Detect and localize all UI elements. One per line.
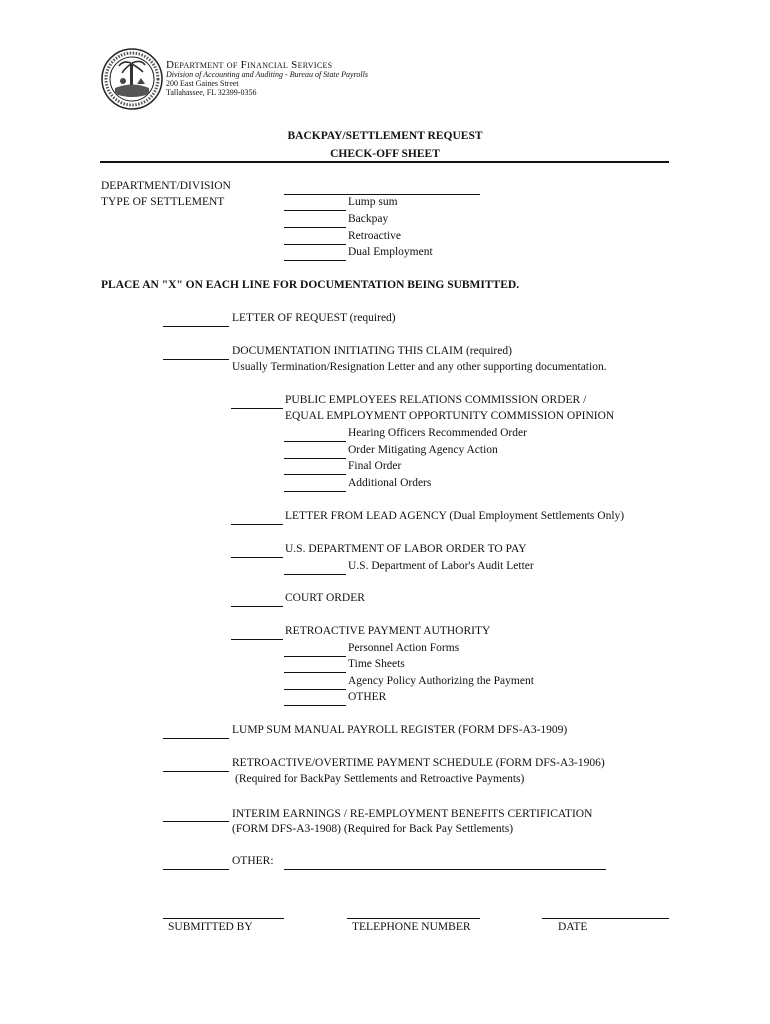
item-retro-authority: RETROACTIVE PAYMENT AUTHORITY (285, 625, 491, 637)
settlement-checkbox-line[interactable] (284, 227, 346, 228)
department-name: Department of Financial Services (166, 59, 333, 71)
item-perc-sub: Additional Orders (348, 477, 432, 489)
item-court-order: COURT ORDER (285, 592, 365, 604)
item-lump-register: LUMP SUM MANUAL PAYROLL REGISTER (FORM DFS-A3-1909) (232, 724, 568, 736)
item-retro-sub: Personnel Action Forms (348, 642, 460, 654)
settlement-option: Dual Employment (348, 246, 433, 258)
department-label: DEPARTMENT/DIVISION (101, 180, 231, 192)
department-input-line[interactable] (284, 194, 480, 195)
check-line-perc[interactable] (231, 408, 283, 409)
check-line-interim[interactable] (163, 821, 229, 822)
title-rule (100, 161, 669, 163)
check-line-perc-sub[interactable] (284, 491, 346, 492)
item-letter-request: LETTER OF REQUEST (required) (232, 312, 396, 324)
settlement-option: Lump sum (348, 196, 398, 208)
form-subtitle: CHECK-OFF SHEET (330, 148, 440, 160)
check-line-lump-register[interactable] (163, 738, 229, 739)
check-line-dol[interactable] (231, 557, 283, 558)
item-perc-line1: PUBLIC EMPLOYEES RELATIONS COMMISSION ORDER / (285, 394, 587, 406)
item-doc-initiating: DOCUMENTATION INITIATING THIS CLAIM (required) (232, 345, 512, 357)
settlement-checkbox-line[interactable] (284, 244, 346, 245)
item-interim-line2: (FORM DFS-A3-1908) (Required for Back Pay Settlements) (232, 823, 514, 835)
submitted-by-label: SUBMITTED BY (168, 921, 253, 933)
city-address: Tallahassee, FL 32399-0356 (166, 88, 257, 97)
telephone-line[interactable] (347, 918, 480, 919)
item-retro-sub: Agency Policy Authorizing the Payment (348, 675, 534, 687)
item-retro-schedule: RETROACTIVE/OVERTIME PAYMENT SCHEDULE (FORM DFS-A3-1906) (232, 757, 605, 769)
check-line-court-order[interactable] (231, 606, 283, 607)
check-line-perc-sub[interactable] (284, 441, 346, 442)
item-perc-sub: Order Mitigating Agency Action (348, 444, 498, 456)
settlement-option: Backpay (348, 213, 389, 225)
division-name: Division of Accounting and Auditing - Bureau of State Payrolls (166, 70, 368, 79)
item-perc-line2: EQUAL EMPLOYMENT OPPORTUNITY COMMISSION OPINION (285, 410, 615, 422)
check-line-lead-agency[interactable] (231, 524, 283, 525)
check-line-perc-sub[interactable] (284, 458, 346, 459)
item-other: OTHER: (232, 855, 274, 867)
settlement-checkbox-line[interactable] (284, 260, 346, 261)
check-line-retro-sub[interactable] (284, 656, 346, 657)
item-retro-sub: Time Sheets (348, 658, 405, 670)
check-line-retro-authority[interactable] (231, 639, 283, 640)
check-line-retro-sub[interactable] (284, 705, 346, 706)
florida-seal-logo (101, 48, 163, 110)
check-line-dol-sub[interactable] (284, 574, 346, 575)
item-perc-sub: Final Order (348, 460, 402, 472)
telephone-label: TELEPHONE NUMBER (352, 921, 471, 933)
settlement-label: TYPE OF SETTLEMENT (101, 196, 225, 208)
check-line-retro-schedule[interactable] (163, 771, 229, 772)
form-title: BACKPAY/SETTLEMENT REQUEST (287, 130, 483, 142)
check-line-retro-sub[interactable] (284, 689, 346, 690)
item-retro-schedule-note: (Required for BackPay Settlements and Retroactive Payments) (235, 773, 525, 785)
item-doc-initiating-note: Usually Termination/Resignation Letter and any other supporting documentation. (232, 361, 607, 373)
settlement-option: Retroactive (348, 230, 402, 242)
check-line-letter-request[interactable] (163, 326, 229, 327)
other-input-line[interactable] (284, 869, 606, 870)
check-line-retro-sub[interactable] (284, 672, 346, 673)
check-line-doc-initiating[interactable] (163, 359, 229, 360)
item-perc-sub: Hearing Officers Recommended Order (348, 427, 527, 439)
street-address: 200 East Gaines Street (166, 79, 239, 88)
submitted-by-line[interactable] (163, 918, 284, 919)
settlement-checkbox-line[interactable] (284, 210, 346, 211)
date-label: DATE (558, 921, 588, 933)
item-interim-line1: INTERIM EARNINGS / RE-EMPLOYMENT BENEFITS CERTIFICATION (232, 808, 593, 820)
item-dol-order: U.S. DEPARTMENT OF LABOR ORDER TO PAY (285, 543, 527, 555)
check-line-perc-sub[interactable] (284, 474, 346, 475)
date-line[interactable] (542, 918, 669, 919)
item-lead-agency: LETTER FROM LEAD AGENCY (Dual Employment Settlements Only) (285, 510, 625, 522)
instruction-text: PLACE AN "X" ON EACH LINE FOR DOCUMENTATION BEING SUBMITTED. (101, 279, 520, 291)
item-dol-sub: U.S. Department of Labor's Audit Letter (348, 560, 534, 572)
item-retro-sub: OTHER (348, 691, 387, 703)
check-line-other[interactable] (163, 869, 229, 870)
